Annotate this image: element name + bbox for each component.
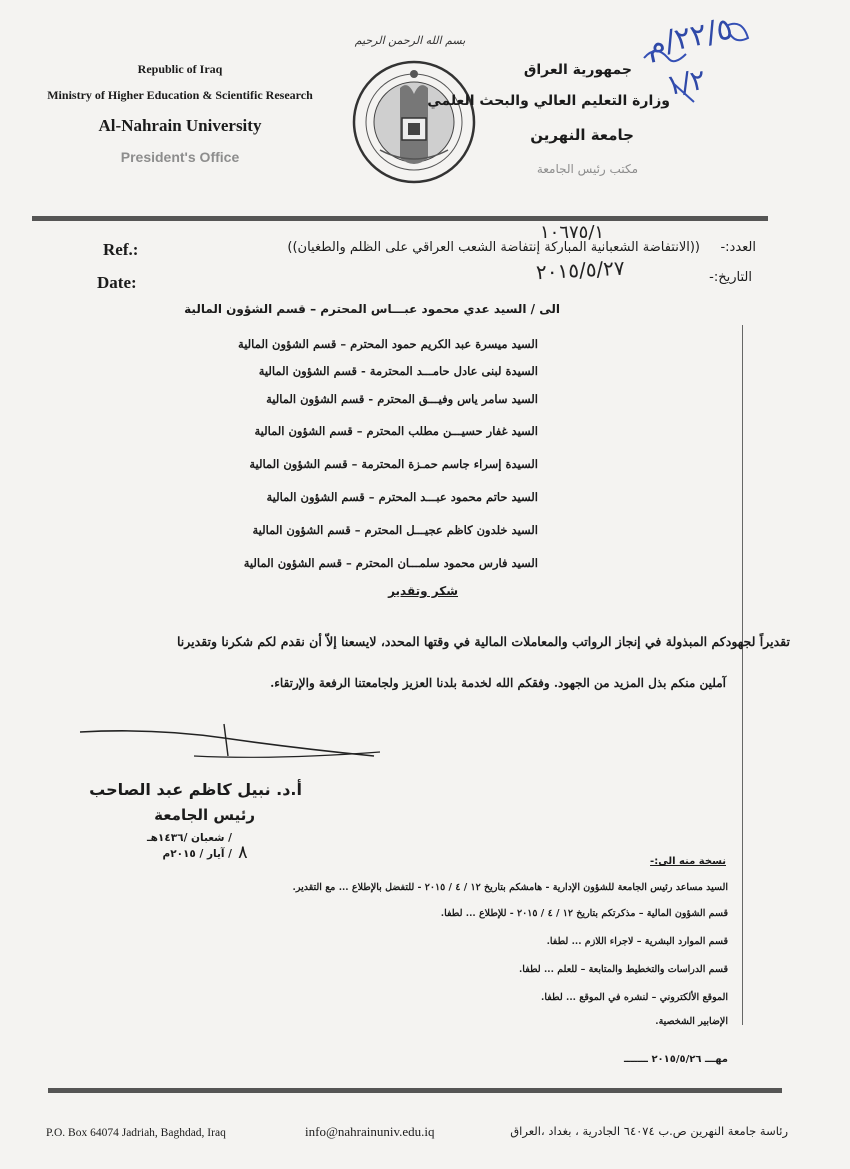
recipient-item: السيد فارس محمود سلمـــان المحترم – قسم الشؤون المالية: [243, 556, 538, 570]
basmala: بسم الله الرحمن الرحيم: [354, 34, 466, 47]
handwritten-annotation-line1: ٢٢/٥/م: [643, 11, 736, 64]
date-value-handwritten: ٢٠١٥/٥/٢٧: [535, 255, 626, 285]
handwritten-signature: [74, 716, 394, 776]
header-office-en: President's Office: [120, 149, 240, 165]
copies-label: نسخة منه الى:-: [650, 856, 726, 867]
recipient-first: الى / السيد عدي محمود عبـــاس المحترم – قسم الشؤون المالية: [184, 302, 560, 316]
copy-item: الإضابير الشخصية.: [655, 1016, 728, 1027]
ref-number-handwritten: ١٠٦٧٥/١: [540, 222, 605, 243]
recipient-item: السيد ميسرة عبد الكريم حمود المحترم – قسم الشؤون المالية: [238, 337, 538, 351]
footer-email-link[interactable]: info@nahrainuniv.edu.iq: [305, 1124, 435, 1139]
recipient-item: السيدة إسراء جاسم حمـزة المحترمة – قسم الشؤون المالية: [249, 457, 538, 471]
margin-line: [742, 325, 743, 1025]
recipient-item: السيدة لبنى عادل حامـــد المحترمة - قسم الشؤون المالية: [258, 364, 538, 378]
header-university-en: Al-Nahrain University: [98, 116, 262, 135]
footer-po-box: P.O. Box 64074 Jadriah, Baghdad, Iraq: [46, 1127, 226, 1139]
copy-item: قسم الدراسات والتخطيط والمتابعة – للعلم ... لطفا.: [519, 964, 728, 975]
ref-label-en: Ref.:: [103, 240, 139, 259]
outgoing-ref-line: مهـــ ٢٠١٥/٥/٢٦ ـــــــ: [624, 1054, 728, 1065]
body-line-1: تقديراً لجهودكم المبذولة في إنجاز الرواتب والمعاملات المالية في وقتها المحدد، لايسعنا إلاّ أن نقدم لكم شكرنا وتقديرنا: [177, 634, 790, 649]
header-office-ar: مكتب رئيس الجامعة: [536, 162, 638, 176]
ref-slogan: ((الانتفاضة الشعبانية المباركة إنتفاضة الشعب العراقي على الظلم والطغيان)): [287, 240, 700, 255]
header-country-en: Republic of Iraq: [137, 62, 223, 76]
signatory-name: أ.د. نبيل كاظم عبد الصاحب: [89, 780, 302, 799]
university-seal-logo: [350, 58, 478, 186]
subject: شكر وتقدير: [388, 584, 458, 598]
recipient-item: السيد غفار حسيـــن مطلب المحترم – قسم الشؤون المالية: [254, 424, 538, 438]
header-country-ar: جمهورية العراق: [523, 62, 632, 78]
header-ministry-en: Ministry of Higher Education & Scientific Research: [47, 88, 313, 102]
footer-address-ar: رئاسة جامعة النهرين ص.ب ٦٤٠٧٤ الجادرية ، بغداد ،العراق: [510, 1124, 788, 1138]
handwritten-annotation-line2: ١/٢: [663, 62, 709, 103]
signature-date-hijri: / شعبان /١٤٣٦هـ: [147, 832, 232, 844]
header-ministry-ar: وزارة التعليم العالي والبحث العلمي: [427, 93, 670, 109]
header-university-ar: جامعة النهرين: [530, 126, 634, 144]
recipient-item: السيد سامر ياس وفيـــق المحترم - قسم الشؤون المالية: [266, 392, 538, 406]
ref-label-ar: العدد:-: [720, 240, 756, 255]
copy-item: قسم الشؤون المالية – مذكرتكم بتاريخ ١٢ / ٤ / ٢٠١٥ - للإطلاع ... لطفا.: [440, 908, 728, 919]
recipient-item: السيد خلدون كاظم عجيـــل المحترم – قسم الشؤون المالية: [252, 523, 538, 537]
copy-item: السيد مساعد رئيس الجامعة للشؤون الإدارية - هامشكم بتاريخ ١٢ / ٤ / ٢٠١٥ - للتفضل بالإطلاع ... مع التقدير.: [292, 882, 728, 893]
signature-day-handwritten: ٨: [238, 842, 248, 863]
copy-item: الموقع الألكتروني – لنشره في الموقع ... لطفا.: [541, 992, 728, 1003]
date-label-en: Date:: [97, 273, 137, 292]
handwritten-scribble: [634, 14, 764, 114]
signature-date-gregorian: / آيار / ٢٠١٥م: [162, 848, 232, 860]
footer-divider: [48, 1088, 782, 1093]
recipient-item: السيد حاتم محمود عبـــد المحترم – قسم الشؤون المالية: [266, 490, 538, 504]
date-label-ar: التاريخ:-: [709, 270, 752, 285]
copy-item: قسم الموارد البشرية – لاجراء اللازم ... لطفا.: [546, 936, 728, 947]
header-divider: [32, 216, 768, 221]
body-line-2: آملين منكم بذل المزيد من الجهود. وفقكم الله لخدمة بلدنا العزيز ولجامعتنا الرفعة والإرتقاء.: [270, 676, 726, 690]
signatory-title: رئيس الجامعة: [154, 806, 255, 824]
